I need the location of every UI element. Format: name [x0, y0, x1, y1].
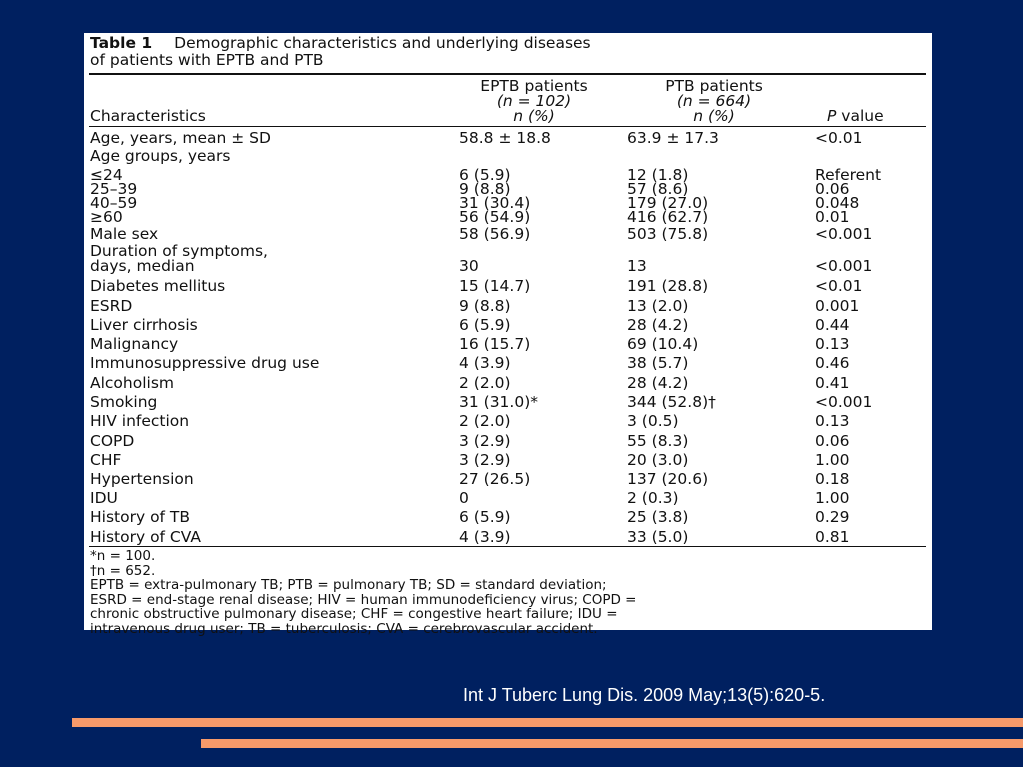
eptb-value: 56 (54.9)	[459, 208, 531, 226]
ptb-value: 20 (3.0)	[627, 451, 689, 469]
p-value: <0.001	[815, 257, 873, 275]
ptb-value: 12 (1.8)	[627, 166, 689, 184]
eptb-value: 9 (8.8)	[459, 297, 511, 315]
p-value-header-text: value	[841, 107, 884, 125]
footnote-line: EPTB = extra-pulmonary TB; PTB = pulmonary TB; SD = standard deviation;	[90, 577, 607, 594]
footnote-line: chronic obstructive pulmonary disease; CHF = congestive heart failure; IDU =	[90, 606, 618, 623]
footnote-line: †n = 652.	[90, 562, 156, 579]
accent-bar-top	[72, 718, 1023, 727]
row-label: Diabetes mellitus	[90, 277, 226, 295]
table-row	[90, 451, 926, 470]
p-value: 0.13	[815, 335, 850, 353]
ptb-value: 57 (8.6)	[627, 180, 689, 198]
characteristics-header: Characteristics	[90, 107, 206, 125]
table-row	[90, 354, 926, 373]
row-label: COPD	[90, 432, 135, 450]
eptb-value: 31 (31.0)*	[459, 393, 539, 411]
ptb-value: 28 (4.2)	[627, 374, 689, 392]
row-label: ≤24	[90, 166, 123, 184]
p-value: <0.01	[815, 277, 863, 295]
ptb-value: 63.9 ± 17.3	[627, 129, 719, 147]
row-label: ESRD	[90, 297, 133, 315]
row-label: Hypertension	[90, 470, 194, 488]
table-row	[90, 393, 926, 412]
p-value: <0.001	[815, 393, 873, 411]
row-label: History of TB	[90, 508, 191, 526]
table-row	[90, 489, 926, 508]
table-row	[90, 147, 926, 166]
ptb-header-line1: PTB patients	[665, 77, 763, 95]
body-rule	[89, 546, 926, 547]
row-label: 25–39	[90, 180, 138, 198]
row-label: History of CVA	[90, 528, 201, 546]
table-title	[90, 35, 926, 69]
ptb-value: 191 (28.8)	[627, 277, 709, 295]
table-row	[90, 316, 926, 335]
footnote-line: *n = 100.	[90, 548, 156, 564]
p-value: <0.001	[815, 225, 873, 243]
eptb-value: 6 (5.9)	[459, 508, 511, 526]
ptb-value: 13 (2.0)	[627, 297, 689, 315]
eptb-value: 0	[459, 489, 469, 507]
p-value: 1.00	[815, 451, 850, 469]
row-label: days, median	[90, 257, 195, 275]
p-value-header: P value	[827, 107, 884, 125]
p-value: 0.41	[815, 374, 850, 392]
accent-bar-bottom	[201, 739, 1023, 748]
table-row	[90, 412, 926, 431]
ptb-header	[629, 79, 799, 124]
title-rule	[89, 73, 926, 75]
table-row	[90, 335, 926, 354]
eptb-value: 4 (3.9)	[459, 528, 511, 546]
eptb-header-line3: n (%)	[513, 107, 555, 125]
table-title-line1: Demographic characteristics and underlying diseases	[174, 34, 591, 52]
p-value: 0.06	[815, 432, 850, 450]
p-value: 0.81	[815, 528, 850, 546]
eptb-header	[444, 79, 624, 124]
p-value: 0.001	[815, 297, 860, 315]
eptb-value: 27 (26.5)	[459, 470, 531, 488]
p-value: 1.00	[815, 489, 850, 507]
p-value: 0.18	[815, 470, 850, 488]
row-label: HIV infection	[90, 412, 190, 430]
table-row	[90, 432, 926, 451]
eptb-value: 58.8 ± 18.8	[459, 129, 551, 147]
ptb-value: 55 (8.3)	[627, 432, 689, 450]
ptb-value: 416 (62.7)	[627, 208, 709, 226]
p-value: Referent	[815, 166, 882, 184]
ptb-value: 3 (0.5)	[627, 412, 679, 430]
row-label: ≥60	[90, 208, 123, 226]
ptb-header-line3: n (%)	[693, 107, 735, 125]
row-label: Smoking	[90, 393, 158, 411]
p-value: 0.44	[815, 316, 850, 334]
table-number: Table 1	[90, 34, 153, 52]
ptb-value: 28 (4.2)	[627, 316, 689, 334]
p-value: 0.01	[815, 208, 850, 226]
eptb-value: 4 (3.9)	[459, 354, 511, 372]
eptb-value: 58 (56.9)	[459, 225, 531, 243]
ptb-value: 13	[627, 257, 647, 275]
eptb-header-line2: (n = 102)	[496, 92, 572, 110]
row-label: Liver cirrhosis	[90, 316, 198, 334]
p-value: 0.13	[815, 412, 850, 430]
header-rule	[89, 126, 926, 127]
row-label: Male sex	[90, 225, 159, 243]
row-label: Age groups, years	[90, 147, 231, 165]
eptb-value: 16 (15.7)	[459, 335, 531, 353]
row-label: 40–59	[90, 194, 138, 212]
row-label: Duration of symptoms,	[90, 242, 268, 260]
table-row	[90, 257, 926, 276]
ptb-value: 137 (20.6)	[627, 470, 709, 488]
footnote-line: intravenous drug user; TB = tuberculosis; CVA = cerebrovascular accident.	[90, 620, 598, 637]
ptb-value: 179 (27.0)	[627, 194, 709, 212]
row-label: Immunosuppressive drug use	[90, 354, 320, 372]
ptb-value: 25 (3.8)	[627, 508, 689, 526]
ptb-value: 2 (0.3)	[627, 489, 679, 507]
row-label: CHF	[90, 451, 122, 469]
ptb-header-line2: (n = 664)	[676, 92, 752, 110]
table-image	[84, 33, 932, 637]
p-value: 0.06	[815, 180, 850, 198]
eptb-value: 15 (14.7)	[459, 277, 531, 295]
table-row	[90, 470, 926, 489]
ptb-value: 503 (75.8)	[627, 225, 709, 243]
table-title-line2: of patients with EPTB and PTB	[90, 51, 324, 69]
table-row	[90, 374, 926, 393]
row-label: Age, years, mean ± SD	[90, 129, 271, 147]
table-row	[90, 508, 926, 527]
eptb-value: 6 (5.9)	[459, 166, 511, 184]
table-footnotes	[90, 549, 926, 637]
p-value: <0.01	[815, 129, 863, 147]
eptb-value: 3 (2.9)	[459, 432, 511, 450]
ptb-value: 33 (5.0)	[627, 528, 689, 546]
eptb-value: 2 (2.0)	[459, 412, 511, 430]
table-row	[90, 528, 926, 547]
table-row	[90, 277, 926, 296]
row-label: Alcoholism	[90, 374, 175, 392]
ptb-value: 344 (52.8)†	[627, 393, 716, 411]
p-value: 0.46	[815, 354, 850, 372]
citation: Int J Tuberc Lung Dis. 2009 May;13(5):620-5.	[463, 685, 826, 705]
eptb-value: 6 (5.9)	[459, 316, 511, 334]
eptb-header-line1: EPTB patients	[480, 77, 588, 95]
eptb-value: 9 (8.8)	[459, 180, 511, 198]
ptb-value: 38 (5.7)	[627, 354, 689, 372]
eptb-value: 31 (30.4)	[459, 194, 531, 212]
eptb-value: 3 (2.9)	[459, 451, 511, 469]
row-label: IDU	[90, 489, 118, 507]
table-row	[90, 129, 926, 148]
p-value: 0.29	[815, 508, 850, 526]
p-value: 0.048	[815, 194, 860, 212]
eptb-value: 30	[459, 257, 479, 275]
footnote-line: ESRD = end-stage renal disease; HIV = human immunodeficiency virus; COPD =	[90, 591, 637, 608]
row-label: Malignancy	[90, 335, 179, 353]
eptb-value: 2 (2.0)	[459, 374, 511, 392]
ptb-value: 69 (10.4)	[627, 335, 699, 353]
table-row	[90, 297, 926, 316]
